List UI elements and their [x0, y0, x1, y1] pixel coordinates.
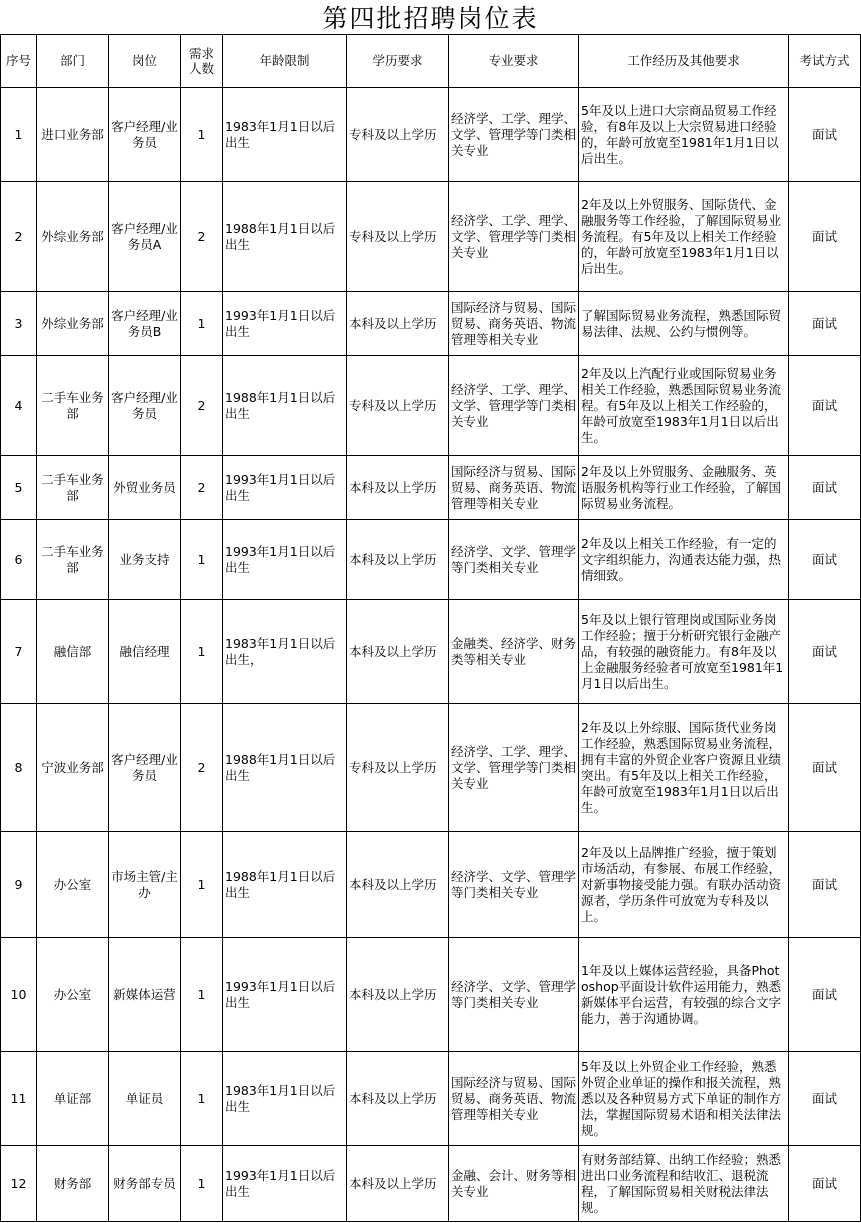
header-cell: 学历要求 [347, 35, 449, 88]
headcount: 2 [181, 356, 223, 456]
row-number: 3 [1, 292, 37, 356]
headcount: 1 [181, 938, 223, 1052]
position: 新媒体运营 [109, 938, 181, 1052]
education: 本科及以上学历 [347, 832, 449, 938]
experience: 2年及以上外综服、国际货代业务岗工作经验，熟悉国际贸易业务流程，拥有丰富的外贸企业客户资源且业绩突出。有5年及以上相关工作经验，年龄可放宽至1983年1月1日以后出生。 [579, 704, 789, 832]
major: 金融类、经济学、财务类等相关专业 [449, 600, 579, 704]
major: 经济学、工学、理学、文学、管理学等门类相关专业 [449, 356, 579, 456]
headcount: 2 [181, 704, 223, 832]
table-row [1, 1146, 861, 1222]
header-cell: 工作经历及其他要求 [579, 35, 789, 88]
age-limit: 1993年1月1日以后出生 [223, 1146, 347, 1222]
department: 办公室 [37, 832, 109, 938]
table-row [1, 456, 861, 520]
position: 客户经理/业务员A [109, 182, 181, 292]
age-limit: 1993年1月1日以后出生 [223, 292, 347, 356]
row-number: 6 [1, 520, 37, 600]
header-cell: 专业要求 [449, 35, 579, 88]
major: 经济学、文学、管理学等门类相关专业 [449, 832, 579, 938]
experience: 5年及以上进口大宗商品贸易工作经验，有8年及以上大宗贸易进口经验的，年龄可放宽至1981年1月1日以后出生。 [579, 88, 789, 182]
exam-method: 面试 [789, 938, 861, 1052]
age-limit: 1983年1月1日以后出生 [223, 88, 347, 182]
department: 单证部 [37, 1052, 109, 1146]
headcount: 1 [181, 600, 223, 704]
table-row [1, 832, 861, 938]
table-body [1, 88, 861, 1222]
experience: 2年及以上相关工作经验，有一定的文字组织能力，沟通表达能力强，热情细致。 [579, 520, 789, 600]
headcount: 1 [181, 88, 223, 182]
table-row [1, 600, 861, 704]
education: 本科及以上学历 [347, 292, 449, 356]
exam-method: 面试 [789, 356, 861, 456]
header-cell: 序号 [1, 35, 37, 88]
education: 专科及以上学历 [347, 704, 449, 832]
major: 经济学、文学、管理学等门类相关专业 [449, 938, 579, 1052]
header-cell: 年龄限制 [223, 35, 347, 88]
table-title: 第四批招聘岗位表 [322, 4, 539, 33]
row-number: 9 [1, 832, 37, 938]
experience: 2年及以上品牌推广经验，擅于策划市场活动，有参展、布展工作经验，对新事物接受能力强。有联办活动资源者，学历条件可放宽为专科及以上。 [579, 832, 789, 938]
major: 国际经济与贸易、国际贸易、商务英语、物流管理等相关专业 [449, 456, 579, 520]
row-number: 7 [1, 600, 37, 704]
major: 经济学、工学、理学、文学、管理学等门类相关专业 [449, 704, 579, 832]
row-number: 4 [1, 356, 37, 456]
exam-method: 面试 [789, 88, 861, 182]
headcount: 1 [181, 832, 223, 938]
education: 本科及以上学历 [347, 520, 449, 600]
recruitment-table [0, 34, 861, 1222]
headcount: 2 [181, 456, 223, 520]
major: 经济学、工学、理学、文学、管理学等门类相关专业 [449, 88, 579, 182]
education: 本科及以上学历 [347, 456, 449, 520]
exam-method: 面试 [789, 704, 861, 832]
row-number: 2 [1, 182, 37, 292]
department: 财务部 [37, 1146, 109, 1222]
table-row [1, 182, 861, 292]
department: 二手车业务部 [37, 356, 109, 456]
education: 专科及以上学历 [347, 88, 449, 182]
experience: 2年及以上汽配行业或国际贸易业务相关工作经验，熟悉国际贸易业务流程。有5年及以上相关工作经验的，年龄可放宽至1983年1月1日以后出生。 [579, 356, 789, 456]
age-limit: 1983年1月1日以后出生， [223, 600, 347, 704]
education: 本科及以上学历 [347, 938, 449, 1052]
major: 经济学、文学、管理学等门类相关专业 [449, 520, 579, 600]
header-cell: 需求人数 [181, 35, 223, 88]
table-row [1, 88, 861, 182]
table-row [1, 292, 861, 356]
experience: 5年及以上银行管理岗或国际业务岗工作经验；擅于分析研究银行金融产品，有较强的融资能力。有8年及以上金融服务经验者可放宽至1981年1月1日以后出生。 [579, 600, 789, 704]
experience: 2年及以上外贸服务、国际货代、金融服务等工作经验，了解国际贸易业务流程。有5年及以上相关工作经验的，年龄可放宽至1983年1月1日以后出生。 [579, 182, 789, 292]
education: 本科及以上学历 [347, 1146, 449, 1222]
row-number: 10 [1, 938, 37, 1052]
department: 融信部 [37, 600, 109, 704]
headcount: 2 [181, 182, 223, 292]
age-limit: 1993年1月1日以后出生 [223, 456, 347, 520]
exam-method: 面试 [789, 832, 861, 938]
table-row [1, 1052, 861, 1146]
position: 市场主管/主办 [109, 832, 181, 938]
exam-method: 面试 [789, 456, 861, 520]
header-cell: 考试方式 [789, 35, 861, 88]
age-limit: 1988年1月1日以后出生 [223, 182, 347, 292]
age-limit: 1983年1月1日以后出生 [223, 1052, 347, 1146]
position: 单证员 [109, 1052, 181, 1146]
age-limit: 1988年1月1日以后出生 [223, 832, 347, 938]
row-number: 8 [1, 704, 37, 832]
header-cell: 岗位 [109, 35, 181, 88]
department: 二手车业务部 [37, 520, 109, 600]
position: 财务部专员 [109, 1146, 181, 1222]
major: 金融、会计、财务等相关专业 [449, 1146, 579, 1222]
exam-method: 面试 [789, 520, 861, 600]
exam-method: 面试 [789, 1052, 861, 1146]
major: 国际经济与贸易、国际贸易、商务英语、物流管理等相关专业 [449, 292, 579, 356]
position: 客户经理/业务员 [109, 88, 181, 182]
headcount: 1 [181, 292, 223, 356]
education: 本科及以上学历 [347, 600, 449, 704]
headcount: 1 [181, 520, 223, 600]
header-row [1, 35, 861, 88]
department: 二手车业务部 [37, 456, 109, 520]
position: 外贸业务员 [109, 456, 181, 520]
age-limit: 1993年1月1日以后出生 [223, 938, 347, 1052]
experience: 有财务部结算、出纳工作经验；熟悉进出口业务流程和结收汇、退税流程，了解国际贸易相关财税法律法规。 [579, 1146, 789, 1222]
position: 融信经理 [109, 600, 181, 704]
experience: 了解国际贸易业务流程，熟悉国际贸易法律、法规、公约与惯例等。 [579, 292, 789, 356]
exam-method: 面试 [789, 1146, 861, 1222]
header-cell: 部门 [37, 35, 109, 88]
table-row [1, 520, 861, 600]
experience: 2年及以上外贸服务、金融服务、英语服务机构等行业工作经验，了解国际贸易业务流程。 [579, 456, 789, 520]
headcount: 1 [181, 1052, 223, 1146]
major: 经济学、工学、理学、文学、管理学等门类相关专业 [449, 182, 579, 292]
headcount: 1 [181, 1146, 223, 1222]
table-row [1, 938, 861, 1052]
age-limit: 1988年1月1日以后出生 [223, 704, 347, 832]
exam-method: 面试 [789, 600, 861, 704]
experience: 5年及以上外贸企业工作经验，熟悉外贸企业单证的操作和报关流程，熟悉以及各种贸易方式下单证的制作方法，掌握国际贸易术语和相关法律法规。 [579, 1052, 789, 1146]
position: 业务支持 [109, 520, 181, 600]
major: 国际经济与贸易、国际贸易、商务英语、物流管理等相关专业 [449, 1052, 579, 1146]
row-number: 12 [1, 1146, 37, 1222]
department: 外综业务部 [37, 292, 109, 356]
exam-method: 面试 [789, 292, 861, 356]
position: 客户经理/业务员 [109, 356, 181, 456]
row-number: 11 [1, 1052, 37, 1146]
row-number: 5 [1, 456, 37, 520]
department: 办公室 [37, 938, 109, 1052]
experience: 1年及以上媒体运营经验，具备Photoshop平面设计软件运用能力，熟悉新媒体平台运营，有较强的综合文字能力，善于沟通协调。 [579, 938, 789, 1052]
position: 客户经理/业务员B [109, 292, 181, 356]
age-limit: 1988年1月1日以后出生 [223, 356, 347, 456]
row-number: 1 [1, 88, 37, 182]
table-row [1, 704, 861, 832]
table-row [1, 356, 861, 456]
education: 专科及以上学历 [347, 356, 449, 456]
education: 专科及以上学历 [347, 182, 449, 292]
age-limit: 1993年1月1日以后出生 [223, 520, 347, 600]
position: 客户经理/业务员 [109, 704, 181, 832]
department: 外综业务部 [37, 182, 109, 292]
department: 宁波业务部 [37, 704, 109, 832]
education: 本科及以上学历 [347, 1052, 449, 1146]
department: 进口业务部 [37, 88, 109, 182]
exam-method: 面试 [789, 182, 861, 292]
